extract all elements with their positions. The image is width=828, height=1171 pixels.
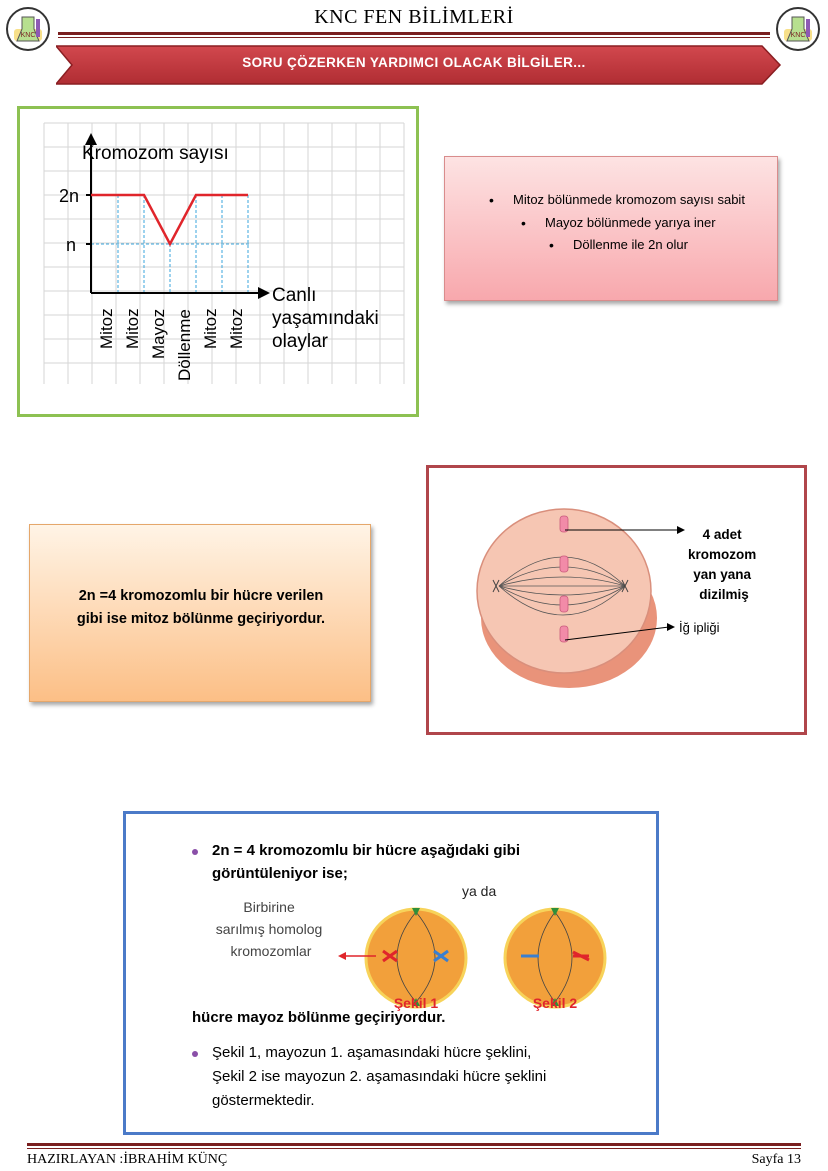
footer-rule-thin (27, 1148, 801, 1149)
event-label: Mitoz (201, 308, 220, 349)
homolog-label-line2: sarılmış homolog (215, 921, 323, 937)
summary-item: • Mayoz bölünmede yarıya iner (545, 215, 716, 230)
event-label: Mitoz (97, 308, 116, 349)
footer-page-number: Sayfa 13 (751, 1152, 801, 1167)
cell-figure2 (505, 909, 605, 1007)
chromosome-label-line1: 4 adet (702, 527, 742, 542)
y-tick-n: n (66, 235, 77, 255)
metaphase-cell-box (426, 465, 807, 735)
logo-text-left: KNC (20, 32, 36, 39)
cell-body (477, 509, 651, 673)
meiosis-note-line2: Şekil 2 ise mayozun 2. aşamasındaki hücre şeklini (212, 1068, 547, 1085)
meiosis-info-box (123, 811, 659, 1135)
x-axis-arrow-icon (258, 287, 270, 299)
svg-text:4 adet kromozom ya (688, 527, 760, 602)
banner-title: SORU ÇÖZERKEN YARDIMCI OLACAK BİLGİLER... (242, 55, 586, 70)
bullet-icon (192, 849, 198, 855)
meiosis-note-line3: göstermektedir. (212, 1092, 315, 1109)
division-summary-box (444, 156, 778, 301)
header-rule (58, 32, 770, 35)
bullet-icon (192, 1051, 198, 1057)
header-rule-thin (58, 37, 770, 38)
mitosis-note-line1: 2n =4 kromozomlu bir hücre verilen (78, 588, 324, 604)
or-text: ya da (462, 883, 497, 899)
event-label: Mitoz (123, 308, 142, 349)
footer-rule (27, 1143, 801, 1146)
svg-text:Birbirine sarılmış homol (216, 899, 326, 959)
x-axis-label-line3: olaylar (272, 331, 328, 352)
chromosome-graph-box (17, 106, 419, 417)
meiosis-cells-illustration (126, 876, 656, 1016)
chromosome-label-line4: dizilmiş (699, 587, 749, 602)
figure2-label: Şekil 2 (532, 995, 578, 1011)
footer-author: HAZIRLAYAN :İBRAHİM KÜNÇ (27, 1152, 228, 1167)
spindle-label: İğ ipliği (679, 620, 720, 635)
chromosome-label-line3: yan yana (693, 567, 752, 582)
meiosis-note-line1: Şekil 1, mayozun 1. aşamasındaki hücre şeklini, (212, 1044, 532, 1061)
meiosis-intro-line1: 2n = 4 kromozomlu bir hücre aşağıdaki gibi (212, 842, 520, 859)
summary-item: • Döllenme ile 2n olur (573, 237, 688, 252)
event-label: Döllenme (175, 309, 194, 381)
event-label: Mayoz (149, 308, 168, 359)
chromosome-count-graph (20, 109, 416, 414)
summary-item: • Mitoz bölünmede kromozom sayısı sabit (513, 192, 745, 207)
meiosis-intro-line2: görüntüleniyor ise; (212, 865, 348, 882)
meiosis-conclusion: hücre mayoz bölünme geçiriyordur. (192, 1009, 446, 1026)
x-axis-label-line2: yaşamındaki (272, 308, 379, 329)
x-axis-label-line1: Canlı (272, 285, 317, 306)
cell-figure1 (366, 909, 466, 1007)
page-header-title: KNC FEN BİLİMLERİ (314, 6, 514, 28)
y-tick-2n: 2n (59, 186, 80, 206)
metaphase-cell-illustration (429, 468, 804, 732)
figure1-label: Şekil 1 (393, 995, 439, 1011)
chromosome-label-line2: kromozom (687, 547, 757, 562)
mitosis-note-box (29, 524, 371, 702)
logo-text-right: KNC (790, 32, 806, 39)
mitosis-note-line2: gibi ise mitoz bölünme geçiriyordur. (76, 611, 326, 627)
homolog-label-line1: Birbirine (243, 899, 295, 915)
y-axis-label: Kromozom sayısı (82, 143, 229, 164)
event-label: Mitoz (227, 308, 246, 349)
mitosis-note-text (30, 585, 372, 631)
homolog-label-line3: kromozomlar (230, 943, 312, 959)
